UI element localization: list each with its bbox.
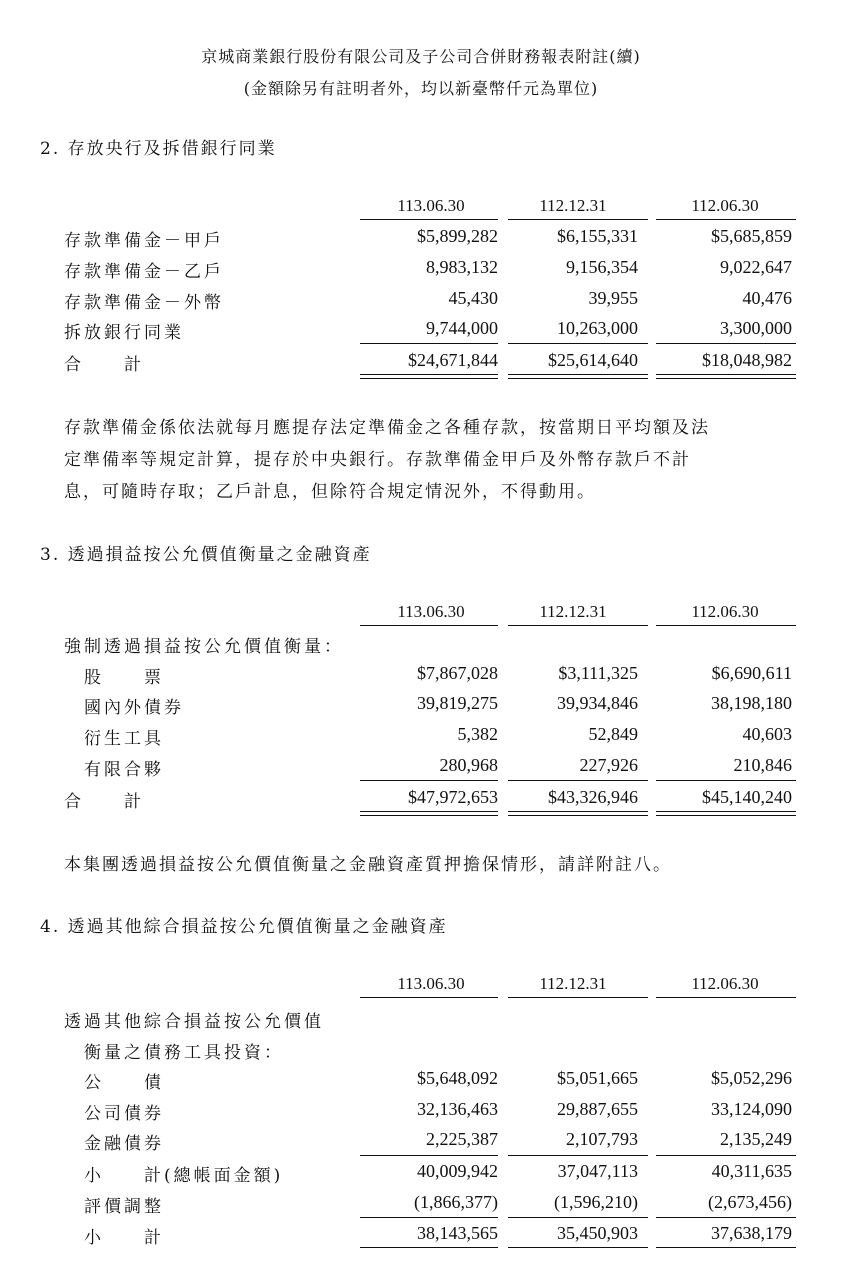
section3-heading: 3. 透過損益按公允價值衡量之金融資產 <box>40 545 372 565</box>
section2-col-header: 112.12.31 <box>539 196 607 215</box>
table-cell: (2,673,456) <box>708 1192 792 1212</box>
table-row-label: 評價調整 <box>84 1197 164 1217</box>
section4-col-header: 112.06.30 <box>691 974 759 993</box>
table-cell: 210,846 <box>733 755 792 775</box>
double-rule <box>656 374 796 375</box>
table-cell: $7,867,028 <box>417 663 498 683</box>
section2-col-header: 112.06.30 <box>691 196 759 215</box>
table-cell: 35,450,903 <box>557 1223 638 1243</box>
header-rule <box>360 625 498 626</box>
subtotal-rule <box>508 343 648 344</box>
table-cell: (1,866,377) <box>414 1192 498 1212</box>
section3-col-header: 112.12.31 <box>539 602 607 621</box>
double-rule <box>656 378 796 379</box>
table-cell: 38,198,180 <box>711 693 792 713</box>
subtotal-rule <box>360 1155 498 1156</box>
section2-paragraph <box>64 412 804 508</box>
total-cell: $24,671,844 <box>408 350 498 370</box>
table-cell: 9,744,000 <box>426 318 498 338</box>
table-cell: 39,934,846 <box>557 693 638 713</box>
table-row-label: 存款準備金－乙戶 <box>64 262 224 282</box>
table-cell: 9,022,647 <box>720 257 792 277</box>
table-cell: 9,156,354 <box>566 257 638 277</box>
report-subtitle: (金額除另有註明者外，均以新臺幣仟元為單位) <box>243 79 599 98</box>
subtotal-rule <box>656 343 796 344</box>
group-label: 強制透過損益按公允價值衡量： <box>64 637 344 657</box>
total-label: 合 計 <box>64 792 144 812</box>
total-cell: $18,048,982 <box>702 350 792 370</box>
table-row-label: 衍生工具 <box>84 729 164 749</box>
double-rule <box>508 378 648 379</box>
header-rule <box>360 997 498 998</box>
table-cell: 2,135,249 <box>720 1129 792 1149</box>
subtotal-rule <box>360 1217 498 1218</box>
table-cell: 33,124,090 <box>711 1099 792 1119</box>
subtotal-rule <box>508 1155 648 1156</box>
table-row-label: 公司債券 <box>84 1104 164 1124</box>
header-rule <box>508 625 648 626</box>
report-title: 京城商業銀行股份有限公司及子公司合併財務報表附註(續) <box>201 47 641 66</box>
table-cell: $5,685,859 <box>711 226 792 246</box>
table-cell: $5,899,282 <box>417 226 498 246</box>
double-rule <box>360 811 498 812</box>
table-cell: $6,690,611 <box>711 663 792 683</box>
table-cell: 10,263,000 <box>557 318 638 338</box>
section3-note: 本集團透過損益按公允價值衡量之金融資產質押擔保情形，請詳附註八。 <box>64 855 672 875</box>
table-cell: 280,968 <box>439 755 498 775</box>
section4-heading: 4. 透過其他綜合損益按公允價值衡量之金融資產 <box>40 917 448 937</box>
double-rule <box>360 815 498 816</box>
table-row-label: 小 計(總帳面金額) <box>84 1166 284 1186</box>
table-cell: 40,009,942 <box>417 1161 498 1181</box>
header-rule <box>656 625 796 626</box>
header-rule <box>508 997 648 998</box>
table-cell: 40,311,635 <box>711 1161 792 1181</box>
double-rule <box>508 374 648 375</box>
section3-col-header: 112.06.30 <box>691 602 759 621</box>
paragraph-line: 存款準備金係依法就每月應提存法定準備金之各種存款，按當期日平均額及法 <box>64 418 710 438</box>
table-cell: $6,155,331 <box>557 226 638 246</box>
double-rule <box>656 815 796 816</box>
table-cell: 227,926 <box>579 755 638 775</box>
header-rule <box>656 219 796 220</box>
subtotal-rule <box>508 780 648 781</box>
bottom-rule <box>656 1247 796 1248</box>
bottom-rule <box>360 1247 498 1248</box>
table-cell: $5,052,296 <box>711 1068 792 1088</box>
total-cell: $47,972,653 <box>408 787 498 807</box>
paragraph-line: 息，可隨時存取；乙戶計息，但除符合規定情況外，不得動用。 <box>64 482 596 502</box>
section4-col-header: 113.06.30 <box>397 974 465 993</box>
section4-col-header: 112.12.31 <box>539 974 607 993</box>
table-cell: 5,382 <box>457 724 498 744</box>
double-rule <box>508 815 648 816</box>
table-cell: 32,136,463 <box>417 1099 498 1119</box>
header-rule <box>508 219 648 220</box>
table-cell: $5,648,092 <box>417 1068 498 1088</box>
subtotal-rule <box>360 343 498 344</box>
paragraph-line: 定準備率等規定計算，提存於中央銀行。存款準備金甲戶及外幣存款戶不計 <box>64 450 691 470</box>
table-cell: 29,887,655 <box>557 1099 638 1119</box>
table-row-label: 有限合夥 <box>84 760 164 780</box>
group-label: 衡量之債務工具投資： <box>84 1043 284 1063</box>
subtotal-rule <box>508 1217 648 1218</box>
total-cell: $45,140,240 <box>702 787 792 807</box>
table-cell: 2,225,387 <box>426 1129 498 1149</box>
table-row-label: 存款準備金－甲戶 <box>64 231 224 251</box>
subtotal-rule <box>656 1217 796 1218</box>
subtotal-rule <box>656 1155 796 1156</box>
total-cell: $43,326,946 <box>548 787 638 807</box>
double-rule <box>360 374 498 375</box>
table-cell: $5,051,665 <box>557 1068 638 1088</box>
table-cell: 39,955 <box>588 288 638 308</box>
table-cell: 40,603 <box>742 724 792 744</box>
table-cell: 40,476 <box>742 288 792 308</box>
table-cell: 37,047,113 <box>557 1161 638 1181</box>
double-rule <box>656 811 796 812</box>
double-rule <box>360 378 498 379</box>
total-label: 合 計 <box>64 355 144 375</box>
subtotal-rule <box>656 780 796 781</box>
table-cell: $3,111,325 <box>558 663 638 683</box>
subtotal-rule <box>360 780 498 781</box>
table-cell: 52,849 <box>588 724 638 744</box>
table-row-label: 金融債券 <box>84 1134 164 1154</box>
section3-col-header: 113.06.30 <box>397 602 465 621</box>
table-row-label: 小 計 <box>84 1228 164 1248</box>
table-row-label: 公 債 <box>84 1073 164 1093</box>
section2-col-header: 113.06.30 <box>397 196 465 215</box>
table-cell: 8,983,132 <box>426 257 498 277</box>
total-cell: $25,614,640 <box>548 350 638 370</box>
table-cell: (1,596,210) <box>554 1192 638 1212</box>
bottom-rule <box>508 1247 648 1248</box>
table-cell: 2,107,793 <box>566 1129 638 1149</box>
table-row-label: 國內外債券 <box>84 698 184 718</box>
section2-heading: 2. 存放央行及拆借銀行同業 <box>40 139 277 159</box>
table-row-label: 股 票 <box>84 668 164 688</box>
double-rule <box>508 811 648 812</box>
table-row-label: 存款準備金－外幣 <box>64 293 224 313</box>
table-cell: 37,638,179 <box>711 1223 792 1243</box>
table-cell: 3,300,000 <box>720 318 792 338</box>
table-cell: 38,143,565 <box>417 1223 498 1243</box>
header-rule <box>656 997 796 998</box>
header-rule <box>360 219 498 220</box>
table-cell: 45,430 <box>448 288 498 308</box>
table-row-label: 拆放銀行同業 <box>64 323 184 343</box>
group-label: 透過其他綜合損益按公允價值 <box>64 1012 324 1032</box>
table-cell: 39,819,275 <box>417 693 498 713</box>
